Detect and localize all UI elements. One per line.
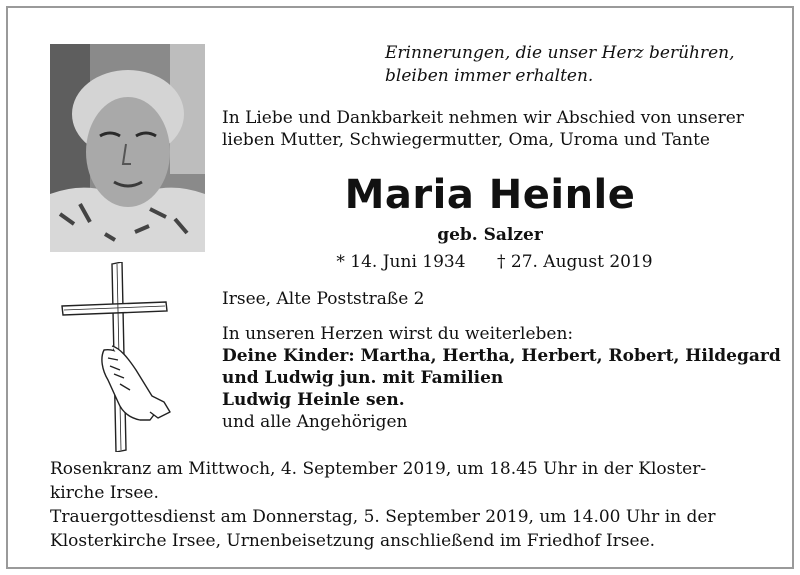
address: Irsee, Alte Poststraße 2 (222, 289, 425, 309)
cross-with-praying-hands-icon (60, 262, 175, 452)
quote-line: bleiben immer erhalten. (385, 66, 594, 86)
survivors-line: Deine Kinder: Martha, Hertha, Herbert, Robert, Hildegard (222, 346, 781, 366)
survivors-section (222, 323, 781, 433)
survivors-line: und Ludwig jun. mit Familien (222, 368, 504, 388)
portrait-photo (50, 44, 205, 252)
intro-line: lieben Mutter, Schwiegermutter, Oma, Uroma und Tante (222, 130, 710, 150)
survivors-line: und alle Angehörigen (222, 412, 408, 432)
survivors-line: Ludwig Heinle sen. (222, 390, 405, 410)
intro-text (222, 107, 744, 151)
maiden-name: geb. Salzer (437, 225, 543, 245)
death-date: † 27. August 2019 (496, 252, 653, 272)
service-line: Trauergottesdienst am Donnerstag, 5. September 2019, um 14.00 Uhr in der (50, 507, 716, 527)
service-line: Klosterkirche Irsee, Urnenbeisetzung anschließend im Friedhof Irsee. (50, 531, 656, 551)
service-line: Rosenkranz am Mittwoch, 4. September 2019, um 18.45 Uhr in der Kloster- (50, 459, 707, 479)
intro-line: In Liebe und Dankbarkeit nehmen wir Abschied von unserer (222, 108, 744, 128)
deceased-name: Maria Heinle (344, 172, 636, 218)
service-details (50, 457, 716, 553)
quote-line: Erinnerungen, die unser Herz berühren, (385, 43, 735, 63)
birth-date: * 14. Juni 1934 (336, 252, 466, 272)
life-dates (222, 250, 767, 274)
memorial-quote (385, 42, 735, 88)
survivors-heading: In unseren Herzen wirst du weiterleben: (222, 324, 574, 344)
service-line: kirche Irsee. (50, 483, 159, 503)
